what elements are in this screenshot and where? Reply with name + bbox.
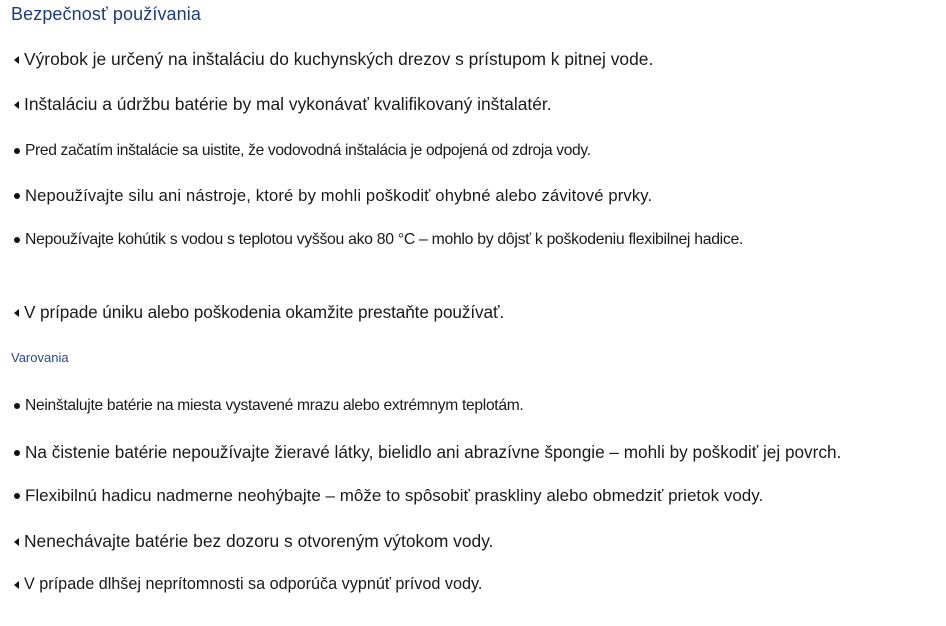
list-item — [13, 531, 493, 552]
triangle-bullet-icon — [14, 581, 19, 589]
list-item-text: V prípade úniku alebo poškodenia okamžite prestaňte používať. — [24, 302, 505, 322]
list-item — [13, 142, 591, 160]
list-item — [13, 486, 763, 506]
list-item-text: Pred začatím inštalácie sa uistite, že vodovodná inštalácia je odpojená od zdroja vody. — [25, 142, 591, 159]
list-item-text: Flexibilnú hadicu nadmerne neohýbajte – môže to spôsobiť praskliny alebo obmedziť prietok vody. — [25, 486, 764, 505]
list-item — [13, 49, 653, 70]
list-item-text: Výrobok je určený na inštaláciu do kuchynských drezov s prístupom k pitnej vode. — [24, 49, 654, 69]
list-item-text: Nenechávajte batérie bez dozoru s otvoreným výtokom vody. — [24, 531, 494, 551]
list-item-text: Na čistenie batérie nepoužívajte žieravé látky, bielidlo ani abrazívne špongie – mohli by poškodiť jej povrch. — [25, 442, 842, 462]
section-heading-safety: Bezpečnosť používania — [11, 4, 201, 24]
list-item-text: Neinštalujte batérie na miesta vystavené mrazu alebo extrémnym teplotám. — [25, 397, 524, 414]
dot-bullet-icon — [14, 450, 20, 456]
list-item — [13, 397, 523, 415]
triangle-bullet-icon — [14, 538, 19, 546]
dot-bullet-icon — [14, 237, 20, 243]
triangle-bullet-icon — [14, 309, 19, 317]
list-item-text: V prípade dlhšej neprítomnosti sa odporúča vypnúť prívod vody. — [24, 575, 483, 593]
list-item — [13, 575, 482, 594]
list-item — [13, 231, 743, 249]
triangle-bullet-icon — [14, 56, 19, 64]
dot-bullet-icon — [14, 193, 20, 199]
dot-bullet-icon — [14, 148, 20, 154]
list-item-text: Inštaláciu a údržbu batérie by mal vykonávať kvalifikovaný inštalatér. — [24, 94, 552, 114]
dot-bullet-icon — [14, 403, 20, 409]
list-item — [13, 442, 841, 463]
list-item — [13, 302, 504, 323]
section-heading-warnings: Varovania — [11, 350, 69, 365]
triangle-bullet-icon — [14, 101, 19, 109]
list-item — [13, 94, 552, 115]
list-item-text: Nepoužívajte silu ani nástroje, ktoré by mohli poškodiť ohybné alebo závitové prvky. — [25, 186, 653, 205]
list-item — [13, 186, 652, 206]
list-item-text: Nepoužívajte kohútik s vodou s teplotou vyššou ako 80 °C – mohlo by dôjsť k poškodeniu flexibilnej hadice. — [25, 231, 744, 248]
dot-bullet-icon — [14, 493, 20, 499]
